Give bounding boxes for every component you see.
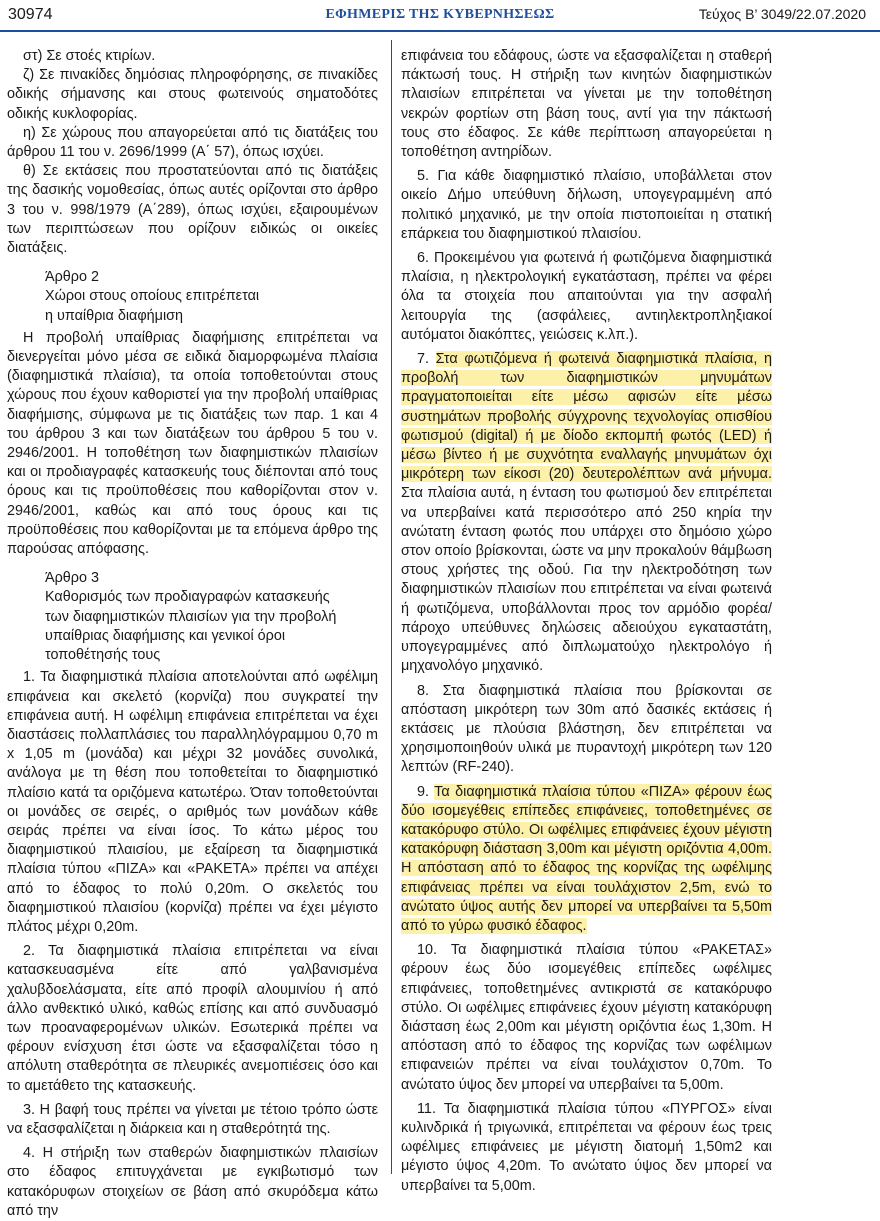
item-z: ζ) Σε πινακίδες δημόσιας πληροφόρησης, σε πινακίδες οδικής σήμανσης και στους φωτεινούς σηματοδότες οδικής κυκλοφορίας. xyxy=(7,67,378,122)
para-4-continuation: επιφάνεια του εδάφους, ώστε να εξασφαλίζεται η σταθερή πάκτωσή τους. Η στήριξη των κινητών διαφημιστικών πλαισίων επιτρέπεται να γίνεται με την τοποθέτηση νεκρών φορτίων στη βάση τους, αντί για την πάκτωσή τους στο έδαφος. Σε κάθε περίπτωση απαγορεύεται η τοποθέτηση αντηρίδων. xyxy=(401,48,772,161)
article-2-title-line2: η υπαίθρια διαφήμιση xyxy=(45,307,184,324)
article-3-para-3: 3. Η βαφή τους πρέπει να γίνεται με τέτοιο τρόπο ώστε να εξασφαλίζεται η διάρκεια και η σταθερότητά της. xyxy=(7,1101,378,1137)
header-rule xyxy=(0,30,880,32)
right-column xyxy=(401,47,772,1196)
article-3-para-6: 6. Προκειμένου για φωτεινά ή φωτιζόμενα διαφημιστικά πλαίσια, η ηλεκτρολογική εγκατάσταση, πρέπει να φέρει όλα τα στοιχεία που απαιτούνται για την ασφαλή λειτουργία της (ασφάλειες, αντιηλεκτροπληξιακοί αυτόματοι διακόπτες, γειώσεις κ.λπ.). xyxy=(401,250,772,343)
article-3-para-10: 10. Τα διαφημιστικά πλαίσια τύπου «ΡΑΚΕΤΑΣ» φέρουν έως δύο ισομεγέθεις επίπεδες ωφέλιμες επιφάνειες, τοποθετημένες αντικριστά σε κατακόρυφο στύλο. Οι ωφέλιμες επιφάνειες έχουν μέγιστη κατακόρυφη διάσταση έως 2,00m και μέγιστη οριζόντια έως 1,30m. Η απόσταση από το έδαφος της κορνίζας των ωφέλιμων επιφανειών πρέπει να είναι τουλάχιστον 0,70m. Το ανώτατο ύψος δεν μπορεί να υπερβαίνει τα 5,00m. xyxy=(401,942,772,1093)
para-9-highlighted-text: Τα διαφημιστικά πλαίσια τύπου «ΠΙΖΑ» φέρουν έως δύο ισομεγέθεις επίπεδες επιφάνειες, τοποθετημένες σε κατακόρυφο στύλο. Οι ωφέλιμες επιφάνειες έχουν μέγιστη κατακόρυφη διάσταση 3,00m και μέγιστη οριζόντια 4,00m. Η απόσταση από το έδαφος της κορνίζας της ωφέλιμης επιφάνειας πρέπει να είναι τουλάχιστον 2,5m, ενώ το ανώτατο ύψος αυτής δεν μπορεί να υπερβαίνει τα 5,50m από το γύρω φυσικό έδαφος. xyxy=(401,783,772,934)
article-3-title-line1: Καθορισμός των προδιαγραφών κατασκευής xyxy=(45,589,330,606)
article-2-number: Άρθρο 2 xyxy=(45,269,99,286)
para-7-rest-text: Στα πλαίσια αυτά, η ένταση του φωτισμού δεν επιτρέπεται να υπερβαίνει κατά περισσότερο από 250 κηρία την ανώτατη ένταση φωτός που υπάρχει στο δημόσιο χώρο στον οποίο βρίσκονται, ώστε να μην προκαλούν θάμβωση στους χρήστες της οδού. Για την ηλεκτροδότηση των διαφημιστικών πλαισίων που επιτρέπεται να είναι φωτεινά ή φωτιζόμενα, υποβάλλονται προς τον αρμόδιο φορέα/πάροχο υπεύθυνες δηλώσεις αδειούχου εγκαταστάτη, υπογεγραμμένες από διπλωματούχο ηλεκτρολόγο ή μηχανολόγο μηχανικό. xyxy=(401,485,772,675)
article-3-para-1: 1. Τα διαφημιστικά πλαίσια αποτελούνται από ωφέλιμη επιφάνεια και σκελετό (κορνίζα) που συγκρατεί την επιφάνεια αυτή. Η ωφέλιμη επιφάνεια επιτρέπεται να έχει διαστάσεις πολλαπλάσιες του παραλληλόγραμμου 0,70 m x 1,05 m (μονάδα) και μέχρι 32 μονάδες συνολικά, ανάλογα με τη θέση που τοποθετείται το διαφημιστικό πλαίσιο κατά τα οριζόμενα κατωτέρω. Όταν τοποθετούνται οι μονάδες σε σειρές, ο αριθμός των μονάδων κάθε σειράς πρέπει να είναι ίσος. Το κάτω μέρος του διαφημιστικού πλαισίου, με εξαίρεση τα διαφημιστικά πλαίσια τύπου «ΠΙΖΑ» και «ΡΑΚΕΤΑ» πρέπει να απέχει από το έδαφος το πολύ 0,20m. Ο σκελετός του διαφημιστικού πλαισίου (κορνίζα) πρέπει να έχει μέγιστο πλάτος μέχρι 0,20m. xyxy=(7,669,378,935)
article-3-title-line2: των διαφημιστικών πλαισίων για την προβολή xyxy=(45,608,337,625)
article-3-para-5: 5. Για κάθε διαφημιστικό πλαίσιο, υποβάλλεται στον οικείο Δήμο υπεύθυνη δήλωση, υπογεγραμμένη από πολιτικό μηχανικό, με την οποία πιστοποιείται η στατική επάρκεια του διαφημιστικού πλαισίου. xyxy=(401,168,772,242)
article-3-title-line4: τοποθέτησής τους xyxy=(45,647,161,664)
article-2-title-line1: Χώροι στους οποίους επιτρέπεται xyxy=(45,288,260,305)
article-3-title-line3: υπαίθριας διαφήμισης και γενικοί όροι xyxy=(45,627,286,644)
article-3-para-4: 4. Η στήριξη των σταθερών διαφημιστικών πλαισίων στο έδαφος επιτυγχάνεται με εγκιβωτισμό των κατακόρυφων στοιχείων σε βάση από σκυρόδεμα κάτω από την xyxy=(7,1145,378,1219)
item-th: θ) Σε εκτάσεις που προστατεύονται από τις διατάξεις της δασικής νομοθεσίας, όπως αυτές ορίζονται στο άρθρο 3 του ν. 998/1979 (Α΄289), όπως ισχύει, εξαιρουμένων των περιπτώσεων που ορίζουν ειδικώς οι οικείες διατάξεις. xyxy=(7,163,378,257)
column-divider xyxy=(391,40,392,1174)
left-column xyxy=(7,47,378,1221)
para-7-highlighted-text: Στα φωτιζόμενα ή φωτεινά διαφημιστικά πλαίσια, η προβολή των διαφημιστικών μηνυμάτων πραγματοποιείται είτε μέσω αφισών είτε μέσω συστημάτων προβολής σύγχρονης τεχνολογίας οπισθίου φωτισμού (digital) ή με δίοδο εκπομπή φωτός (LED) ή μέσω βίντεο ή με συχνότητα εναλλαγής μηνυμάτων όχι μικρότερη των είκοσι (20) δευτερολέπτων ανά μήνυμα. xyxy=(401,351,772,483)
article-3-para-11: 11. Τα διαφημιστικά πλαίσια τύπου «ΠΥΡΓΟΣ» είναι κυλινδρικά ή τριγωνικά, επιτρέπεται να φέρουν έως τρεις ωφέλιμες επιφάνειες με μέγιστη διατομή 1,50m2 και μέγιστο ύψος 4,20m. Το ανώτατο ύψος δεν μπορεί να υπερβαίνει τα 5,00m. xyxy=(401,1100,772,1194)
item-st: στ) Σε στοές κτιρίων. xyxy=(23,48,156,64)
gazette-title: ΕΦΗΜΕΡΙΣ ΤΗΣ ΚΥΒΕΡΝΗΣΕΩΣ xyxy=(325,7,555,22)
article-3-para-2: 2. Τα διαφημιστικά πλαίσια επιτρέπεται να είναι κατασκευασμένα είτε από γαλβανισμένα χαλυβδοελάσματα, είτε από προφίλ αλουμινίου ή από άλλο ανθεκτικό υλικό, καθώς επίσης και από συνδυασμό των προαναφερομένων υλικών. Εσωτερικά πρέπει να φέρουν ενίσχυση έτσι ώστε να εξασφαλίζεται τόσο η απόλυτη σταθερότητα σε πλευρικές ανεμοπιέσεις όσο και το αμετάθετο της κατασκευής. xyxy=(7,943,378,1094)
article-2-body: Η προβολή υπαίθριας διαφήμισης επιτρέπεται να διενεργείται μόνο μέσα σε ειδικά διαμορφωμένα πλαίσια (διαφημιστικά πλαίσια), τα οποία τοποθετούνται στους χώρους που έχουν καθοριστεί για την προβολή υπαίθριας διαφήμισης, σύμφωνα με τις διατάξεις των παρ. 1 και 4 του άρθρου 3 και των διατάξεων του άρθρου 5 του ν. 2946/2001. Η τοποθέτηση των διαφημιστικών πλαισίων και οι προδιαγραφές κατασκευής τους διέπονται από τους όρους και τις προϋποθέσεις που καθορίζονται στον ν. 2946/2001, καθώς και από τους όρους και τις προϋποθέσεις που καθορίζονται με τα επόμενα άρθρο της παρούσας απόφασης. xyxy=(7,329,378,558)
page-number: 30974 xyxy=(8,6,53,23)
issue-info: Τεύχος Β’ 3049/22.07.2020 xyxy=(698,6,866,22)
article-3-para-9 xyxy=(401,783,772,937)
article-3-para-8: 8. Στα διαφημιστικά πλαίσια που βρίσκονται σε απόσταση μικρότερη των 30m από δασικές εκτάσεις ή εκτάσεις με πλούσια βλάστηση, δεν επιτρέπεται να χρησιμοποιηθούν υλικά με πυραντοχή μικρότερη των 120 λεπτών (RF-240). xyxy=(401,682,772,776)
page-header xyxy=(0,0,880,28)
item-i: η) Σε χώρους που απαγορεύεται από τις διατάξεις του άρθρου 11 του ν. 2696/1999 (Α΄ 57), όπως ισχύει. xyxy=(7,124,378,161)
article-3-para-7 xyxy=(401,350,772,676)
article-3-number: Άρθρο 3 xyxy=(45,570,99,587)
para-7-number: 7. xyxy=(417,351,436,368)
para-9-number: 9. xyxy=(417,783,435,800)
